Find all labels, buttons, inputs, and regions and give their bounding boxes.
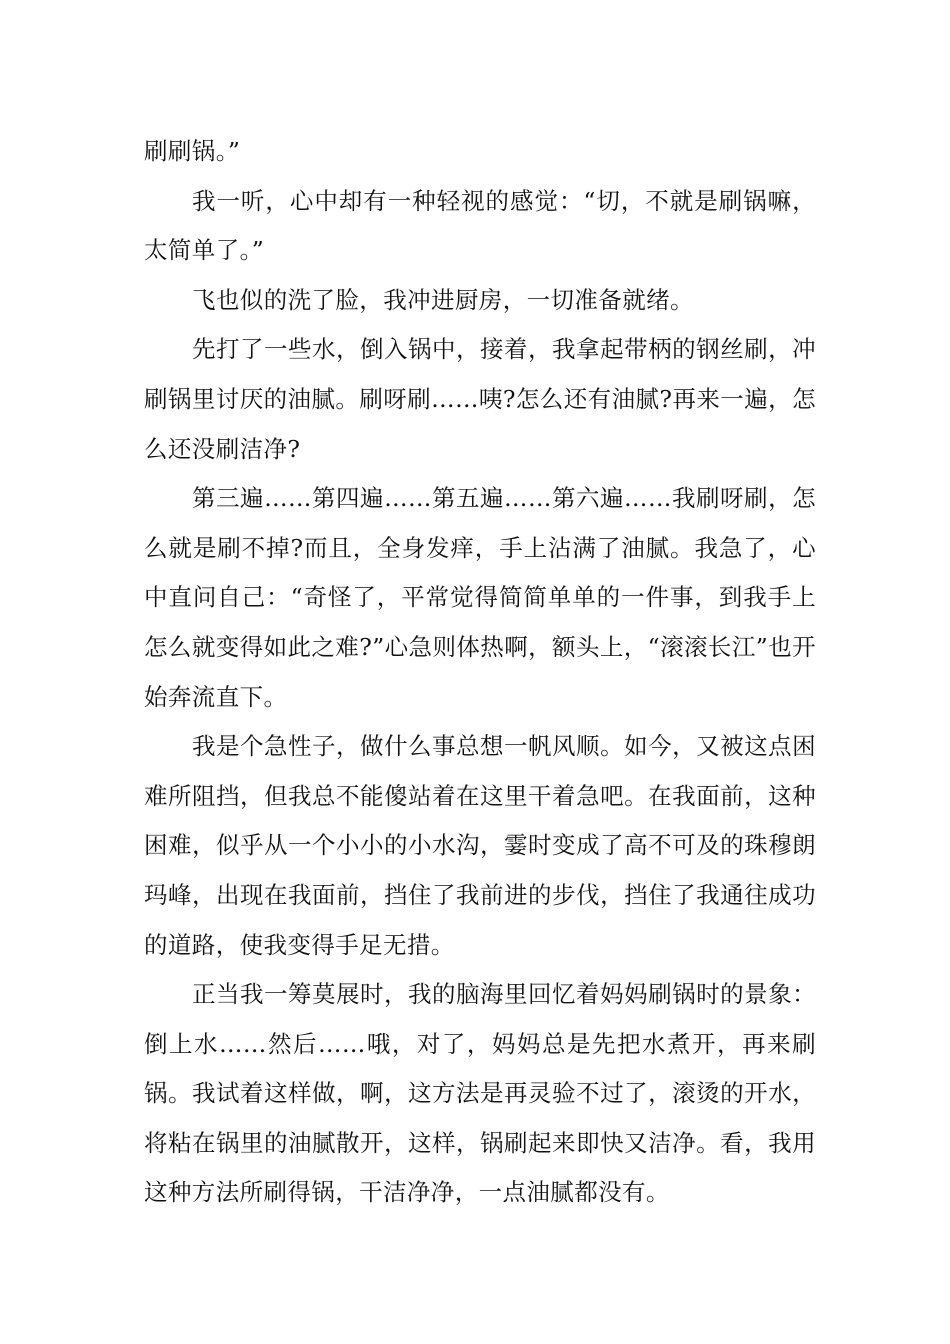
paragraph: 我一听，心中却有一种轻视的感觉：“切，不就是刷锅嘛，太简单了。” [144,186,816,265]
paragraph: 我是个急性子，做什么事总想一帆风顺。如今，又被这点困难所阻挡，但我总不能傻站着在这里干着急吧。在我面前，这种困难，似乎从一个小小的小水沟，霎时变成了高不可及的珠穆朗玛峰，出现在我面前，挡住了我前进的步伐，挡住了我通往成功的道路，使我变得手足无措。 [144,732,816,959]
paragraph: 第三遍……第四遍……第五遍……第六遍……我刷呀刷，怎么就是刷不掉?而且，全身发痒，手上沾满了油腻。我急了，心中直问自己：“奇怪了，平常觉得简简单单的一件事，到我手上怎么就变得如此之难?”心急则体热啊，额头上，“滚滚长江”也开始奔流直下。 [144,484,816,711]
paragraph: 飞也似的洗了脸，我冲进厨房，一切准备就绪。 [192,285,694,314]
paragraph-continued: 刷刷锅。” [144,137,241,165]
paragraph: 正当我一筹莫展时，我的脑海里回忆着妈妈刷锅时的景象：倒上水……然后……哦，对了，妈妈总是先把水煮开，再来刷锅。我试着这样做，啊，这方法是再灵验不过了，滚烫的开水，将粘在锅里的油腻散开，这样，锅刷起来即快又洁净。看，我用这种方法所刷得锅，干洁净净，一点油腻都没有。 [144,980,816,1207]
essay-body [144,127,816,1218]
paragraph: 先打了一些水，倒入锅中，接着，我拿起带柄的钢丝刷，冲刷锅里讨厌的油腻。刷呀刷……咦?怎么还有油腻?再来一遍，怎么还没刷洁净? [144,335,816,463]
